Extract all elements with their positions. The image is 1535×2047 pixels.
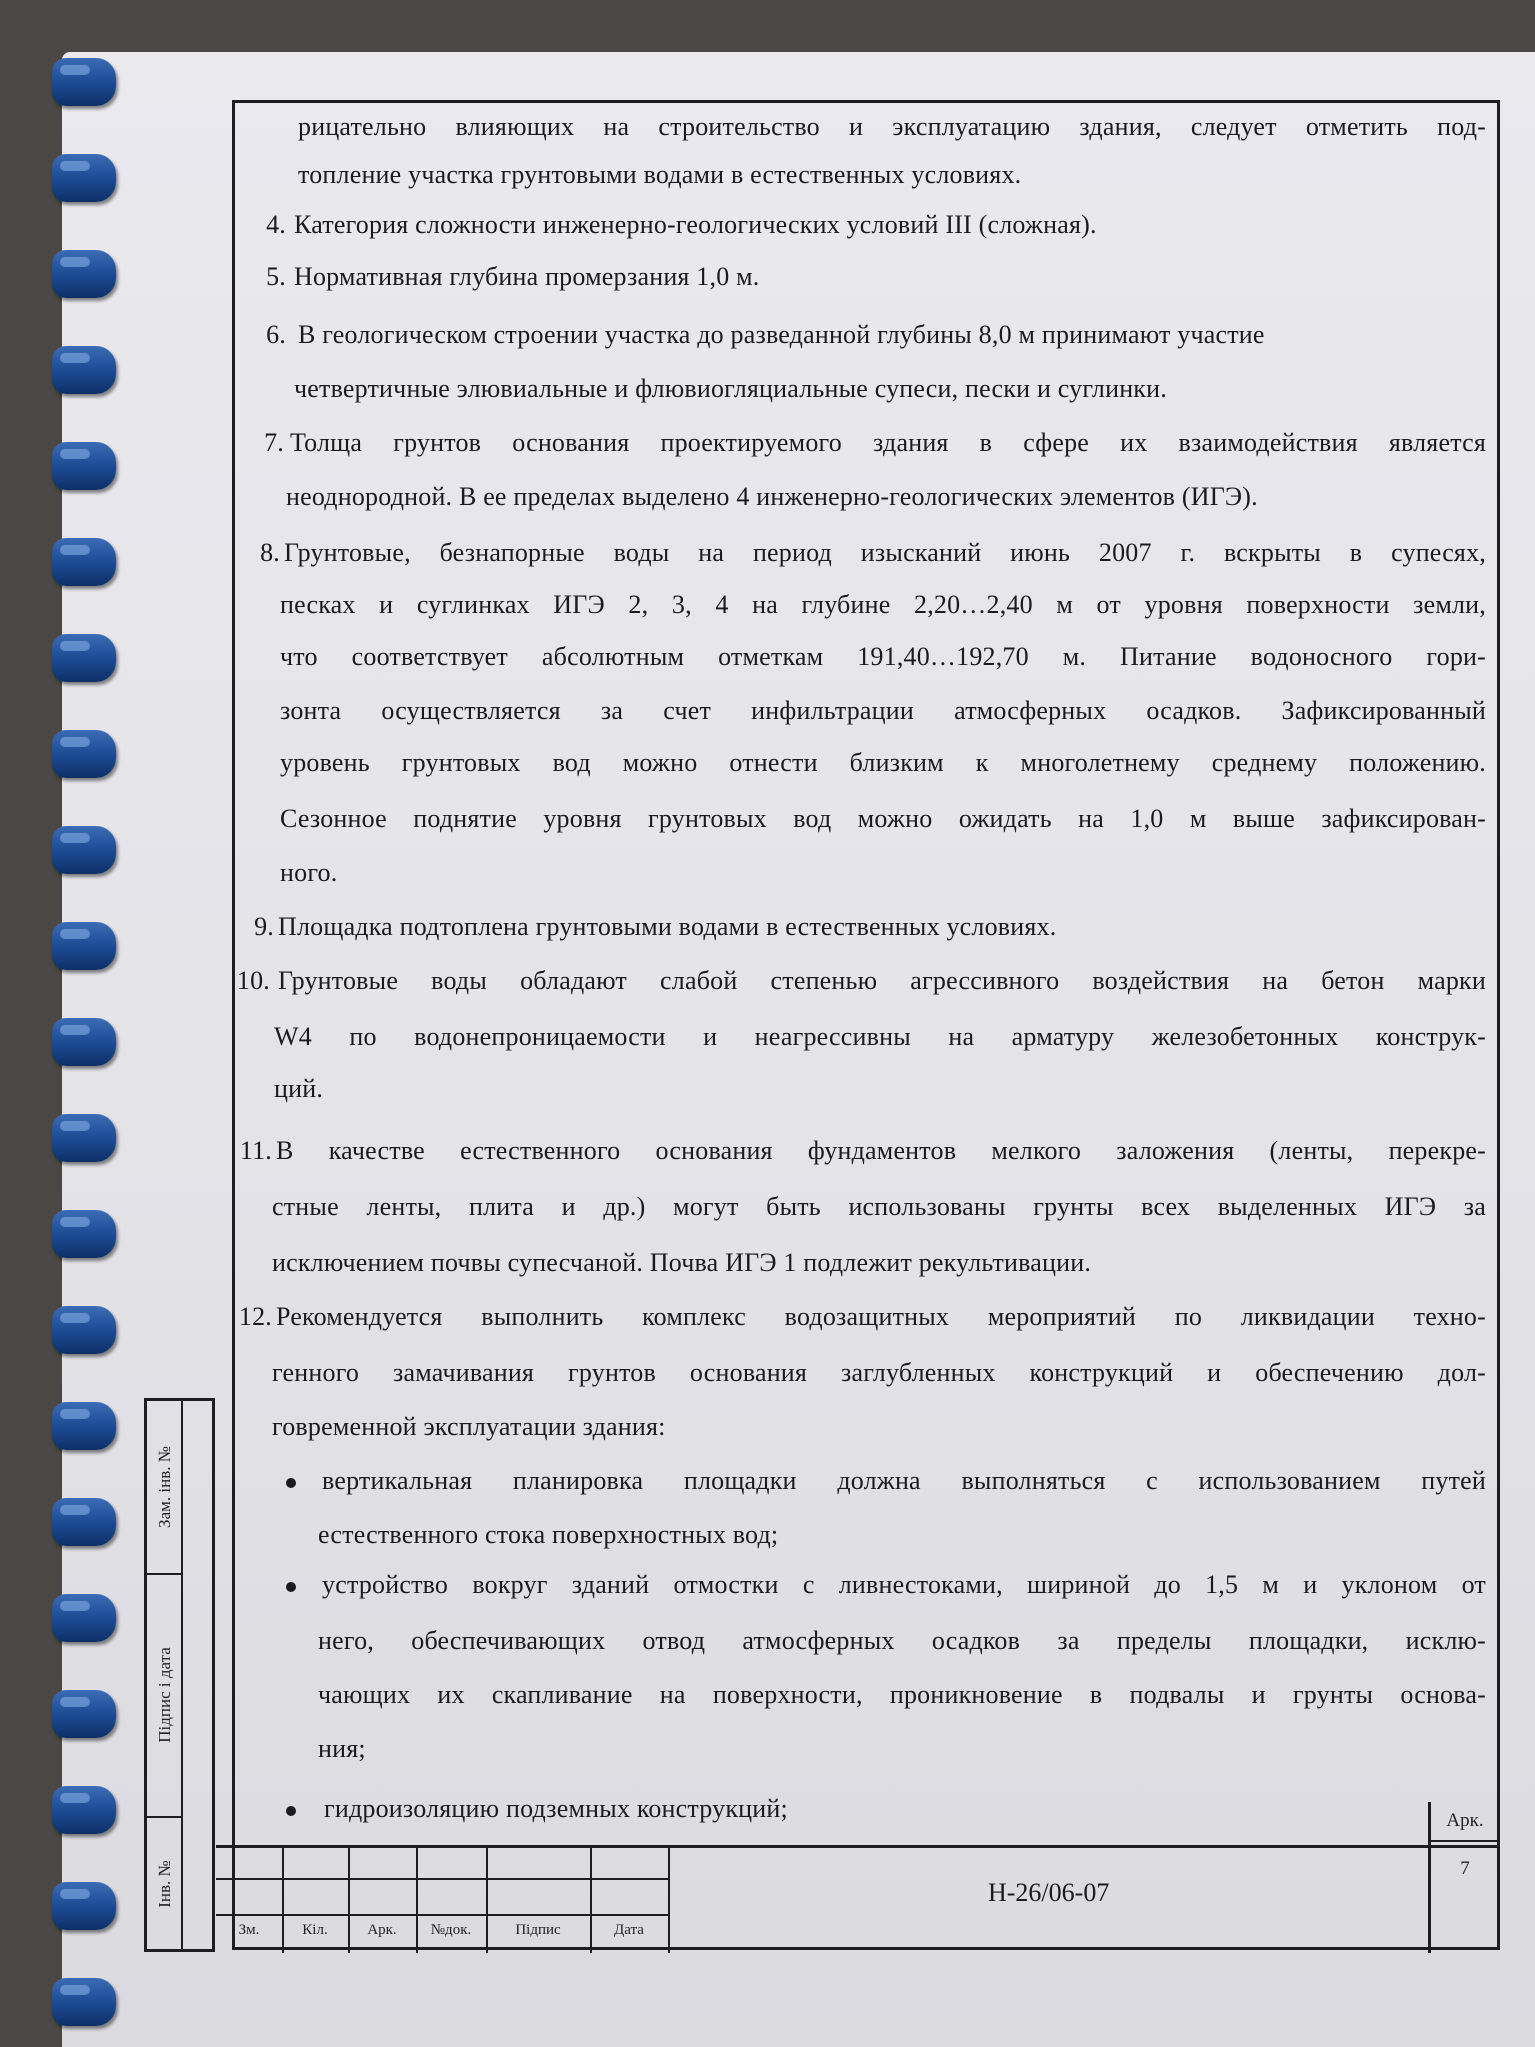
list-item-line: что соответствует абсолютным отметкам 191,40…192,70 м. Питание водоносного гори- <box>280 642 1486 671</box>
side-label-inv-number: Інв. № <box>155 1860 175 1908</box>
bullet-item-line: гидроизоляцию подземных конструкций; <box>324 1794 788 1823</box>
list-item-line: Нормативная глубина промерзания 1,0 м. <box>294 262 760 291</box>
list-item-line: Категория сложности инженерно-геологических условий III (сложная). <box>294 210 1097 239</box>
list-item-line: уровень грунтовых вод можно отнести близким к многолетнему среднему положению. <box>280 748 1486 777</box>
list-item-number: 6. <box>266 320 286 349</box>
binding-coil <box>52 1114 116 1162</box>
binding-coil <box>52 538 116 586</box>
sheet-number: 7 <box>1460 1858 1470 1879</box>
binding-coil <box>52 826 116 874</box>
binding-coil <box>52 1786 116 1834</box>
list-item-number: 11. <box>239 1136 272 1165</box>
binding-coil <box>52 442 116 490</box>
list-item-line: генного замачивания грунтов основания заглубленных конструкций и обеспечению дол- <box>272 1358 1486 1387</box>
stamp-col-change: Зм. <box>238 1922 260 1938</box>
bullet-item-line: естественного стока поверхностных вод; <box>318 1520 779 1549</box>
binding-coil <box>52 1594 116 1642</box>
binding-coil <box>52 250 116 298</box>
bullet-item-line: ния; <box>318 1734 366 1763</box>
bullet-item-line: вертикальная планировка площадки должна выполняться с использованием путей <box>322 1466 1486 1495</box>
sheet-label: Арк. <box>1446 1810 1484 1831</box>
list-item-line: Площадка подтоплена грунтовыми водами в естественных условиях. <box>278 912 1057 941</box>
binding-coil <box>52 1498 116 1546</box>
list-item-line: Рекомендуется выполнить комплекс водозащитных мероприятий по ликвидации техно- <box>276 1302 1486 1331</box>
list-item-number: 4. <box>266 210 286 239</box>
list-item-line: исключением почвы супесчаной. Почва ИГЭ 1 подлежит рекультивации. <box>272 1248 1092 1277</box>
stamp-col-doc-number: №док. <box>430 1922 472 1938</box>
list-item-line: зонта осуществляется за счет инфильтрации атмосферных осадков. Зафиксированный <box>280 696 1486 725</box>
side-label-replaced-inv: Зам. інв. № <box>155 1446 175 1528</box>
binding-coil <box>52 1978 116 2026</box>
document-code: Н-26/06-07 <box>988 1878 1110 1907</box>
binding-coil <box>52 1210 116 1258</box>
list-item-line: неоднородной. В ее пределах выделено 4 инженерно-геологических элементов (ИГЭ). <box>286 482 1258 511</box>
stamp-col-date: Дата <box>614 1922 644 1938</box>
list-item-line: Толща грунтов основания проектируемого здания в сфере их взаимодействия является <box>290 428 1486 457</box>
bullet-item-line: устройство вокруг зданий отмостки с ливнестоками, шириной до 1,5 м и уклоном от <box>322 1570 1486 1599</box>
list-item-line: Грунтовые, безнапорные воды на период изысканий июнь 2007 г. вскрыты в супесях, <box>284 538 1486 567</box>
bullet-icon <box>286 1582 296 1592</box>
binding-coil <box>52 346 116 394</box>
binding-coil <box>52 1882 116 1930</box>
bullet-item-line: него, обеспечивающих отвод атмосферных осадков за пределы площадки, исклю- <box>318 1626 1486 1655</box>
list-item-number: 8. <box>260 538 280 567</box>
bullet-icon <box>286 1478 296 1488</box>
list-item-line: стные ленты, плита и др.) могут быть использованы грунты всех выделенных ИГЭ за <box>272 1192 1486 1221</box>
list-item-line: песках и суглинках ИГЭ 2, 3, 4 на глубине 2,20…2,40 м от уровня поверхности земли, <box>280 590 1486 619</box>
binding-coil <box>52 1690 116 1738</box>
bullet-item-line: чающих их скапливание на поверхности, проникновение в подвалы и грунты основа- <box>318 1680 1486 1709</box>
bullet-icon <box>286 1806 296 1816</box>
list-item-number: 7. <box>264 428 284 457</box>
list-item-line: ного. <box>280 858 338 887</box>
binding-coil <box>52 922 116 970</box>
list-item-line: Сезонное поднятие уровня грунтовых вод можно ожидать на 1,0 м выше зафиксирован- <box>280 804 1486 833</box>
side-stamp-column <box>144 1398 215 1952</box>
list-item-number: 10. <box>236 966 270 995</box>
stamp-col-signature: Підпис <box>515 1922 561 1938</box>
side-label-signature-date: Підпис і дата <box>155 1646 174 1743</box>
binding-coil <box>52 1402 116 1450</box>
title-block-stamp <box>216 1810 1500 1953</box>
stamp-col-sheet: Арк. <box>367 1922 397 1938</box>
list-item-line: рицательно влияющих на строительство и эксплуатацию здания, следует отметить под- <box>298 112 1486 141</box>
binding-coil <box>52 58 116 106</box>
list-item-line: Грунтовые воды обладают слабой степенью агрессивного воздействия на бетон марки <box>278 966 1486 995</box>
list-item-line: говременной эксплуатации здания: <box>272 1412 666 1441</box>
list-item-number: 12. <box>238 1302 272 1331</box>
list-item-line: четвертичные элювиальные и флювиогляциальные супеси, пески и суглинки. <box>294 374 1167 403</box>
list-item-line: В качестве естественного основания фундаментов мелкого заложения (ленты, перекре- <box>276 1136 1486 1165</box>
binding-coil <box>52 1018 116 1066</box>
list-item-number: 5. <box>266 262 286 291</box>
stamp-col-count: Кіл. <box>302 1922 328 1938</box>
binding-coil <box>52 730 116 778</box>
list-item-line: ций. <box>274 1074 324 1103</box>
list-item-line: В геологическом строении участка до разведанной глубины 8,0 м принимают участие <box>298 320 1265 349</box>
binding-coil <box>52 634 116 682</box>
list-item-line: W4 по водонепроницаемости и неагрессивны на арматуру железобетонных конструк- <box>274 1022 1486 1051</box>
list-item-number: 9. <box>254 912 274 941</box>
binding-coil <box>52 154 116 202</box>
list-item-line: топление участка грунтовыми водами в естественных условиях. <box>298 160 1022 189</box>
binding-coil <box>52 1306 116 1354</box>
